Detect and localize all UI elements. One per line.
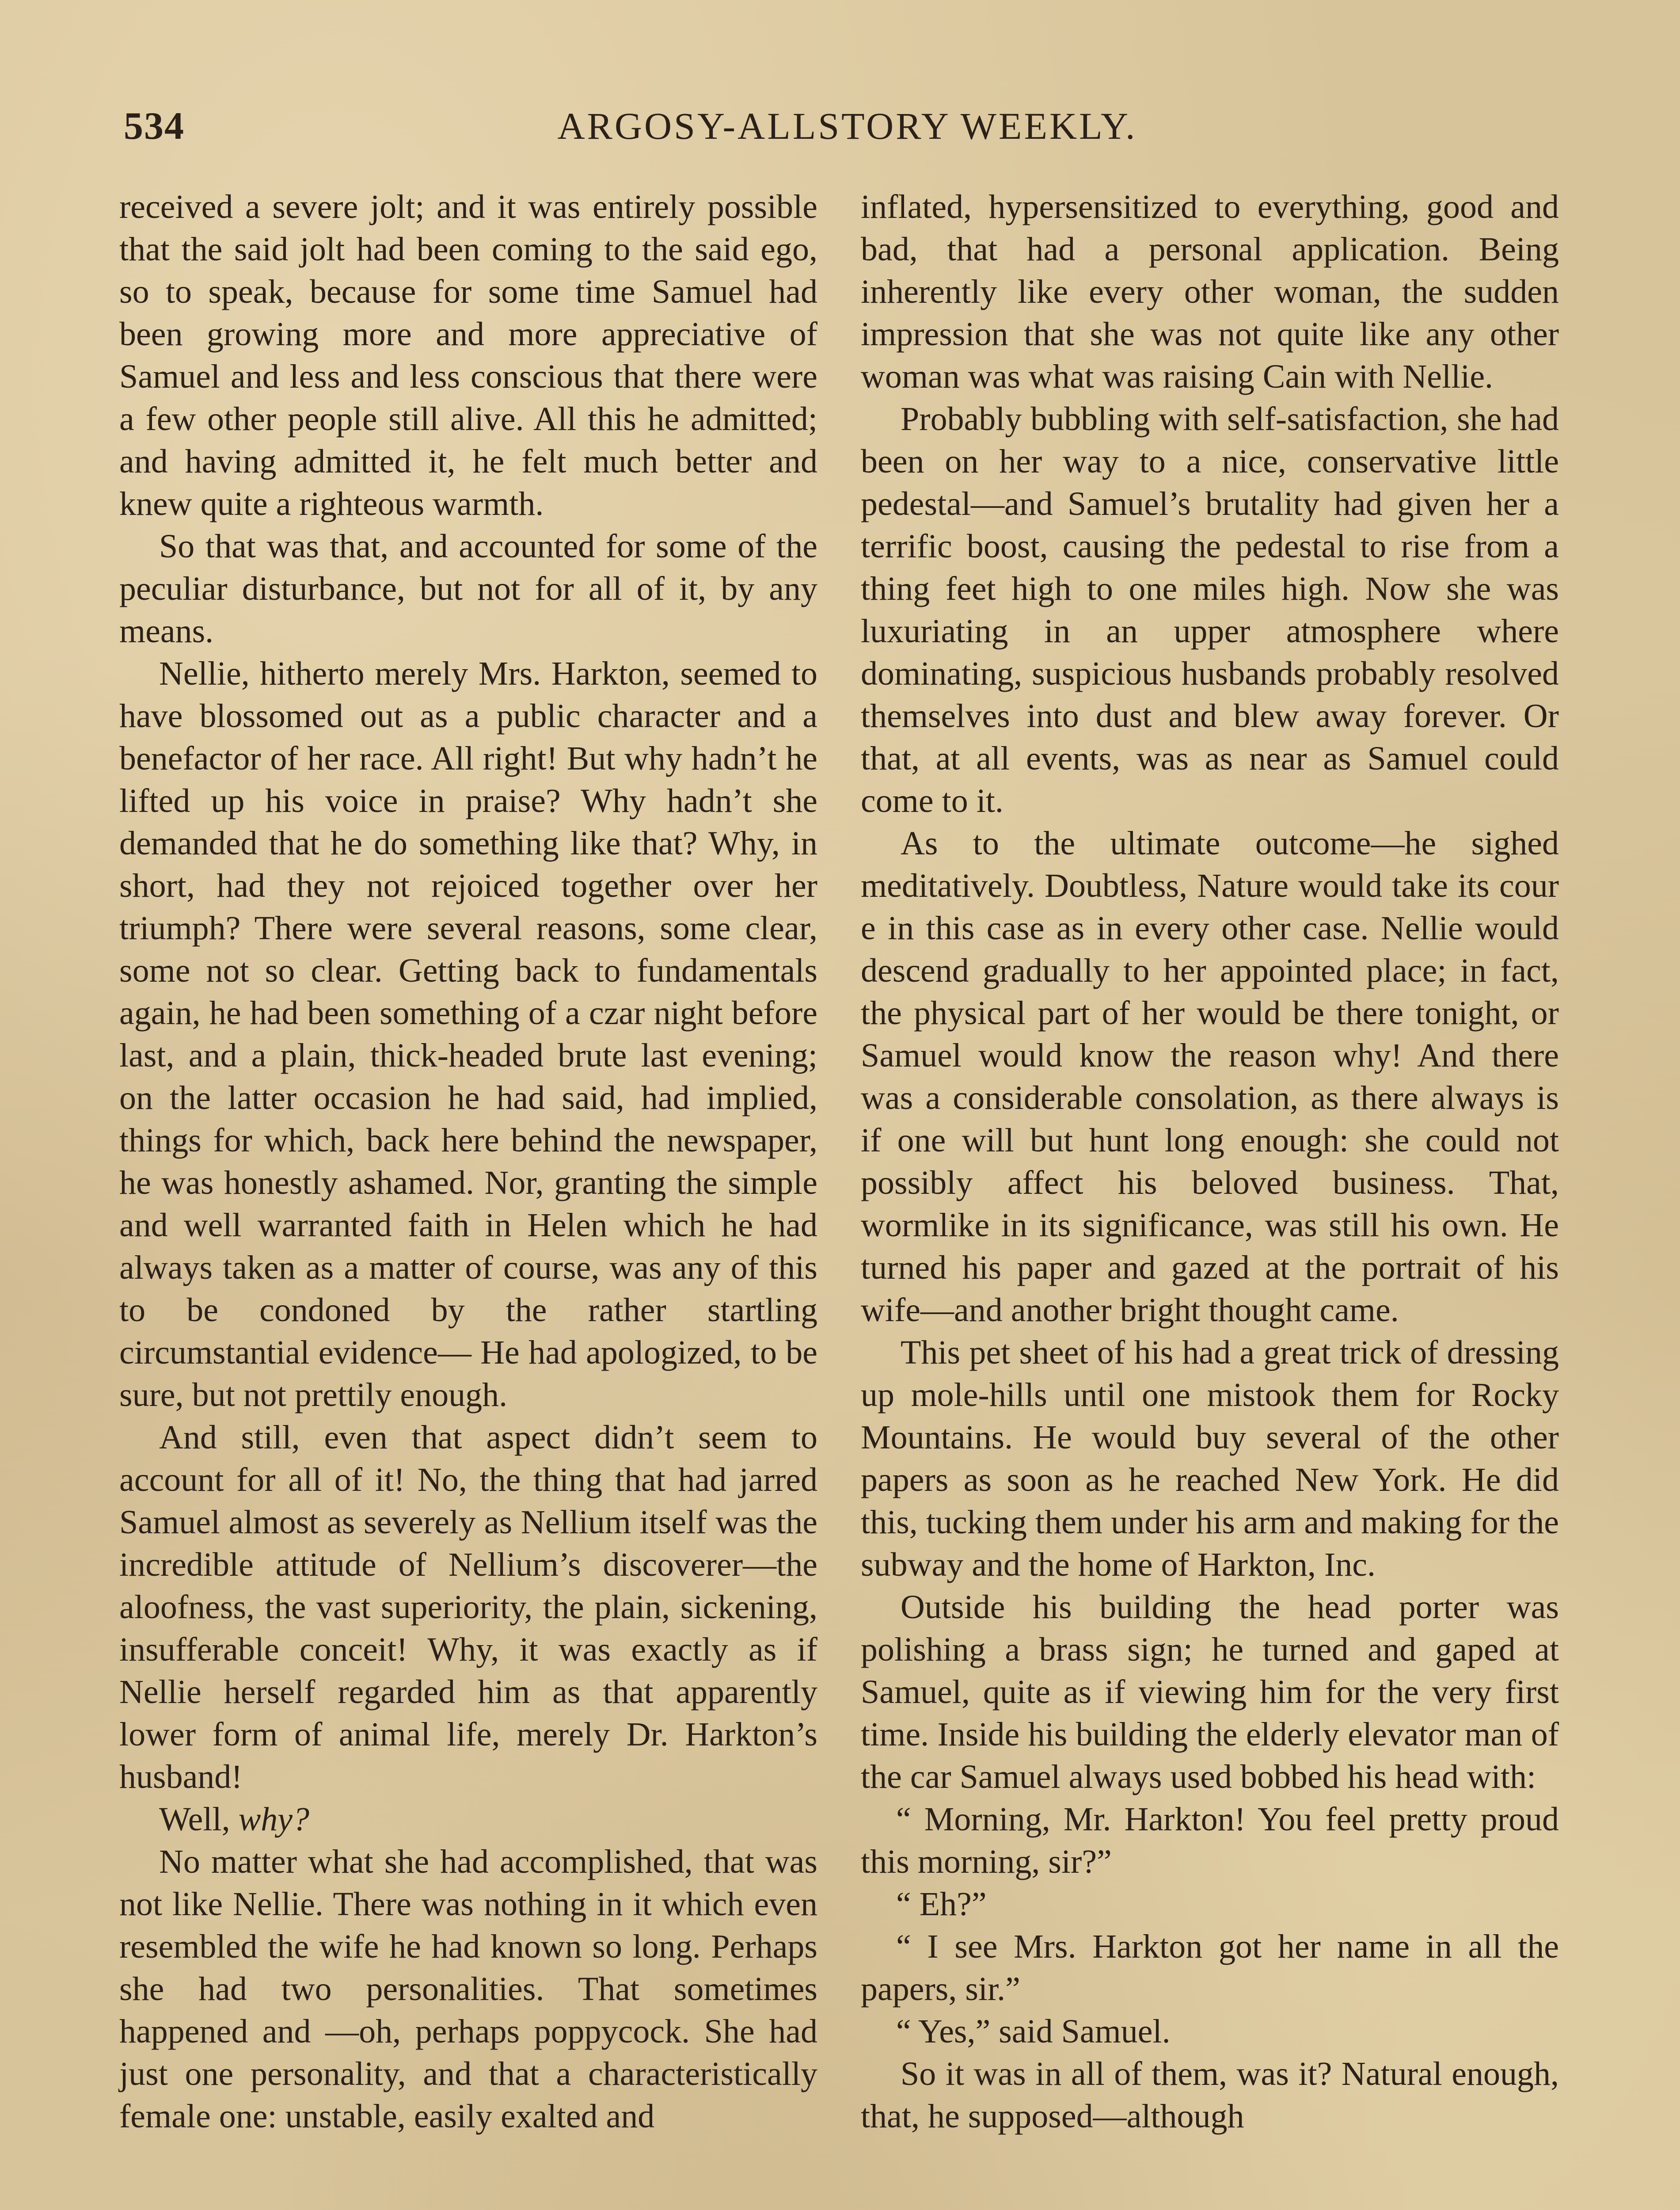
dialogue-line: “ Eh?” — [896, 1886, 987, 1923]
page-header — [124, 104, 1571, 157]
paragraph: So it was in all of them, was it? Natural enough, that, he supposed—although — [861, 2055, 1559, 2135]
paragraph: received a severe jolt; and it was entirely possible that the said jolt had been coming to the said ego, so to speak, because for some time Samuel had been growing more and more appreciative of Samuel and less and less conscious that there were a few other people still alive. All this he admitted; and having admitted it, he felt much better and knew quite a righteous warmth. — [119, 188, 817, 522]
left-column — [119, 186, 817, 2210]
paragraph: As to the ultimate outcome—he sighed meditatively. Doubtless, Nature would take its cour e in this case as in every other case. Nellie would descend gradually to her appointed place; in fact, the physical part of her would be there tonight, or Samuel would know the reason why! And there was a considerable consolation, as there always is if one will but hunt long enough: she could not possibly affect his beloved business. That, wormlike in its significance, was still his own. He turned his paper and gazed at the portrait of his wife—and another bright thought came. — [861, 825, 1559, 1329]
page-number: 534 — [124, 105, 185, 148]
magazine-title: ARGOSY-ALLSTORY WEEKLY. — [557, 105, 1137, 147]
well-prefix: Well, — [159, 1801, 239, 1838]
dialogue-line: “ Yes,” said Samuel. — [896, 2013, 1171, 2050]
why-emphasis: why? — [238, 1801, 310, 1838]
paragraph: So that was that, and accounted for some of the peculiar disturbance, but not for all of it, by any means. — [119, 528, 817, 650]
paragraph: And still, even that aspect didn’t seem to account for all of it! No, the thing that had jarred Samuel almost as severely as Nellium itself was the incredible attitude of Nellium’s discoverer—the aloofness, the vast superiority, the plain, sickening, insufferable conceit! Why, it was exactly as if Nellie herself regarded him as that apparently lower form of animal life, merely Dr. Harkton’s husband! — [119, 1419, 817, 1795]
paragraph: Probably bubbling with self-satisfaction, she had been on her way to a nice, conservative little pedestal—and Samuel’s brutality had given her a terrific boost, causing the pedestal to rise from a thing feet high to one miles high. Now she was luxuriating in an upper atmosphere where dominating, suspicious husbands probably resolved themselves into dust and blew away forever. Or that, at all events, was as near as Samuel could come to it. — [861, 400, 1559, 819]
paragraph: Outside his building the head porter was polishing a brass sign; he turned and gaped at Samuel, quite as if viewing him for the very first time. Inside his building the elderly elevator man of the car Samuel always used bobbed his head with: — [861, 1589, 1559, 1795]
right-column — [861, 186, 1559, 2210]
paragraph: This pet sheet of his had a great trick of dressing up mole-hills until one mistook them for Rocky Mountains. He would buy several of the other papers as soon as he reached New York. He did this, tucking them under his arm and making for the subway and the home of Harkton, Inc. — [861, 1334, 1559, 1583]
paragraph: No matter what she had accomplished, that was not like Nellie. There was nothing in it which even resembled the wife he had known so long. Perhaps she had two personalities. That sometimes happened and —oh, perhaps poppycock. She had just one personality, and that a characteristically female one: unstable, easily exalted and — [119, 1843, 817, 2135]
paragraph: inflated, hypersensitized to everything, good and bad, that had a personal application. Being inherently like every other woman, the sudden impression that she was not quite like any other woman was what was raising Cain with Nellie. — [861, 188, 1559, 395]
dialogue-line: “ Morning, Mr. Harkton! You feel pretty proud this morning, sir?” — [861, 1801, 1559, 1880]
dialogue-line: “ I see Mrs. Harkton got her name in all the papers, sir.” — [861, 1928, 1559, 2008]
paragraph: Nellie, hitherto merely Mrs. Harkton, seemed to have blossomed out as a public character and a benefactor of her race. All right! But why hadn’t he lifted up his voice in praise? Why hadn’t she demanded that he do something like that? Why, in short, had they not rejoiced together over her triumph? There were several reasons, some clear, some not so clear. Getting back to fundamentals again, he had been something of a czar night before last, and a plain, thick-headed brute last evening; on the latter occasion he had said, had implied, things for which, back here behind the newspaper, he was honestly ashamed. Nor, granting the simple and well warranted faith in Helen which he had always taken as a matter of course, was any of this to be condoned by the rather startling circumstantial evidence— He had apologized, to be sure, but not prettily enough. — [119, 655, 817, 1414]
paragraph-well-why — [119, 1798, 817, 1840]
